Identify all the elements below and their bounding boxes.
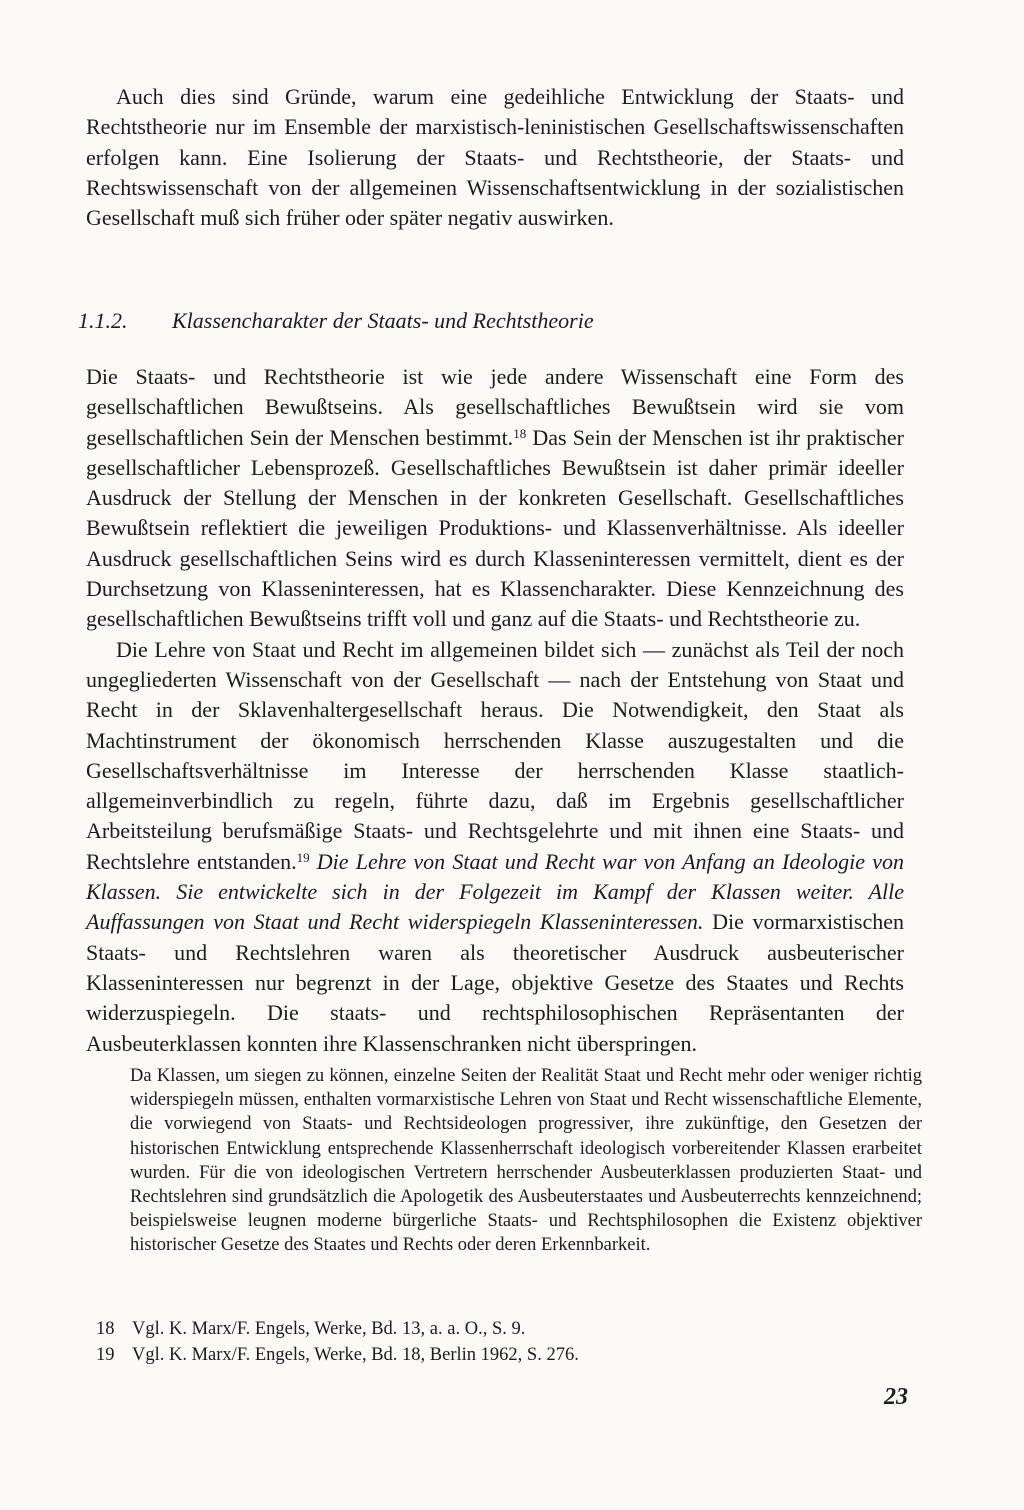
intro-paragraph: Auch dies sind Gründe, warum eine gedeihliche Entwicklung der Staats- und Rechtstheorie nur im Ensemble der marxistisch-leninistischen Gesellschaftswissenschaften erfolgen kann. Eine Isolierung der Staats- und Rechtstheorie, der Staats- und Rechtswissenschaft von der allgemeinen Wissenschaftsentwicklung in der sozialistischen Gesellschaft muß sich früher oder später negativ auswirken.	[86, 84, 904, 231]
footnote-18	[96, 1316, 796, 1342]
paragraph2-emphasis: Die Lehre von Staat und Recht war von Anfang an Ideologie von Klassen. Sie entwickelte sich in der Folgezeit im Kampf der Klassen weiter. Alle Auffassungen von Staat und Recht widerspiegeln Klasseninteressen.	[86, 848, 904, 935]
footnote-text: Vgl. K. Marx/F. Engels, Werke, Bd. 18, Berlin 1962, S. 276.	[132, 1345, 579, 1365]
section-title: Klassencharakter der Staats- und Rechtstheorie	[172, 308, 594, 333]
footnote-19	[96, 1342, 796, 1368]
paragraph-class-consciousness	[86, 362, 904, 635]
page-number: 23	[884, 1384, 908, 1410]
section-heading	[78, 306, 898, 336]
paragraph2-text-a: Die Lehre von Staat und Recht im allgemeinen bildet sich — zunächst als Teil der noch ungegliederten Wissenschaft von der Gesellschaft — nach der Entstehung von Staat und Recht in der Sklavenhaltergesellschaft heraus. Die Notwendigkeit, den Staat als Machtinstrument der ökonomisch herrschenden Klasse auszugestalten und die Gesellschaftsverhältnisse im Interesse der herrschenden Klasse staatlich-allgemeinverbindlich zu regeln, führte dazu, daß im Ergebnis gesellschaftlicher Arbeitsteilung berufsmäßige Staats- und Rechtsgelehrte und mit ihnen eine Staats- und Rechtslehre entstanden.	[86, 636, 904, 874]
footnote-text: Vgl. K. Marx/F. Engels, Werke, Bd. 13, a. a. O., S. 9.	[132, 1319, 526, 1339]
paragraph2-text-b: Die vormarxistischen Staats- und Rechtslehren waren als theoretischer Ausdruck ausbeuterischer Klasseninteressen nur begrenzt in der Lage, objektive Gesetze des Staates und Rechts widerzuspiegeln. Die staats- und rechtsphilosophischen Repräsentanten der Ausbeuterklassen konnten ihre Klassenschranken nicht überspringen.	[86, 909, 904, 1056]
paragraph1-text-b: Das Sein der Menschen ist ihr praktischer gesellschaftlicher Lebensprozeß. Gesellschaftliches Bewußtsein ist daher primär ideeller Ausdruck der Stellung der Menschen in der konkreten Gesellschaft. Gesellschaftliches Bewußtsein reflektiert die jeweiligen Produktions- und Klassenverhältnisse. Als ideeller Ausdruck gesellschaftlichen Seins wird es durch Klasseninteressen vermittelt, dient es der Durchsetzung von Klasseninteressen, hat es Klassencharakter. Diese Kennzeichnung des gesellschaftlichen Bewußtseins trifft voll und ganz auf die Staats- und Rechtstheorie zu.	[86, 424, 904, 632]
section-number: 1.1.2.	[78, 308, 128, 333]
footnotes	[96, 1316, 796, 1368]
footnote-number: 19	[96, 1345, 115, 1365]
footnote-ref-19: 19	[296, 849, 310, 865]
footnote-ref-18: 18	[513, 425, 527, 441]
main-text	[86, 362, 904, 1059]
paragraph1-text-a: Die Staats- und Rechtstheorie ist wie jede andere Wissenschaft eine Form des gesellschaftlichen Bewußtseins. Als gesellschaftliches Bewußtsein wird sie vom gesellschaftlichen Sein der Menschen bestimmt.	[86, 364, 904, 450]
footnote-number: 18	[96, 1319, 115, 1339]
note-paragraph: Da Klassen, um siegen zu können, einzelne Seiten der Realität Staat und Recht mehr oder weniger richtig widerspiegeln müssen, enthalten vormarxistische Lehren von Staat und Recht wissenschaftliche Elemente, die vorwiegend von Staats- und Rechtsideologen progressiver, ihre zukünftige, den Gesetzen der historischen Entwicklung entsprechende Klassenherrschaft ideologisch vorbereitender Klassen erarbeitet wurden. Für die von ideologischen Vertretern herrschender Ausbeuterklassen produzierten Staat- und Rechtslehren sind grundsätzlich die Apologetik des Ausbeuterstaates und Ausbeuterrechts kennzeichnend; beispielsweise leugnen moderne bürgerliche Staats- und Rechtsphilosophen die Existenz objektiver historischer Gesetze des Staates und Rechts oder deren Erkennbarkeit.	[130, 1066, 922, 1256]
paragraph-history-of-doctrine	[86, 635, 904, 1059]
